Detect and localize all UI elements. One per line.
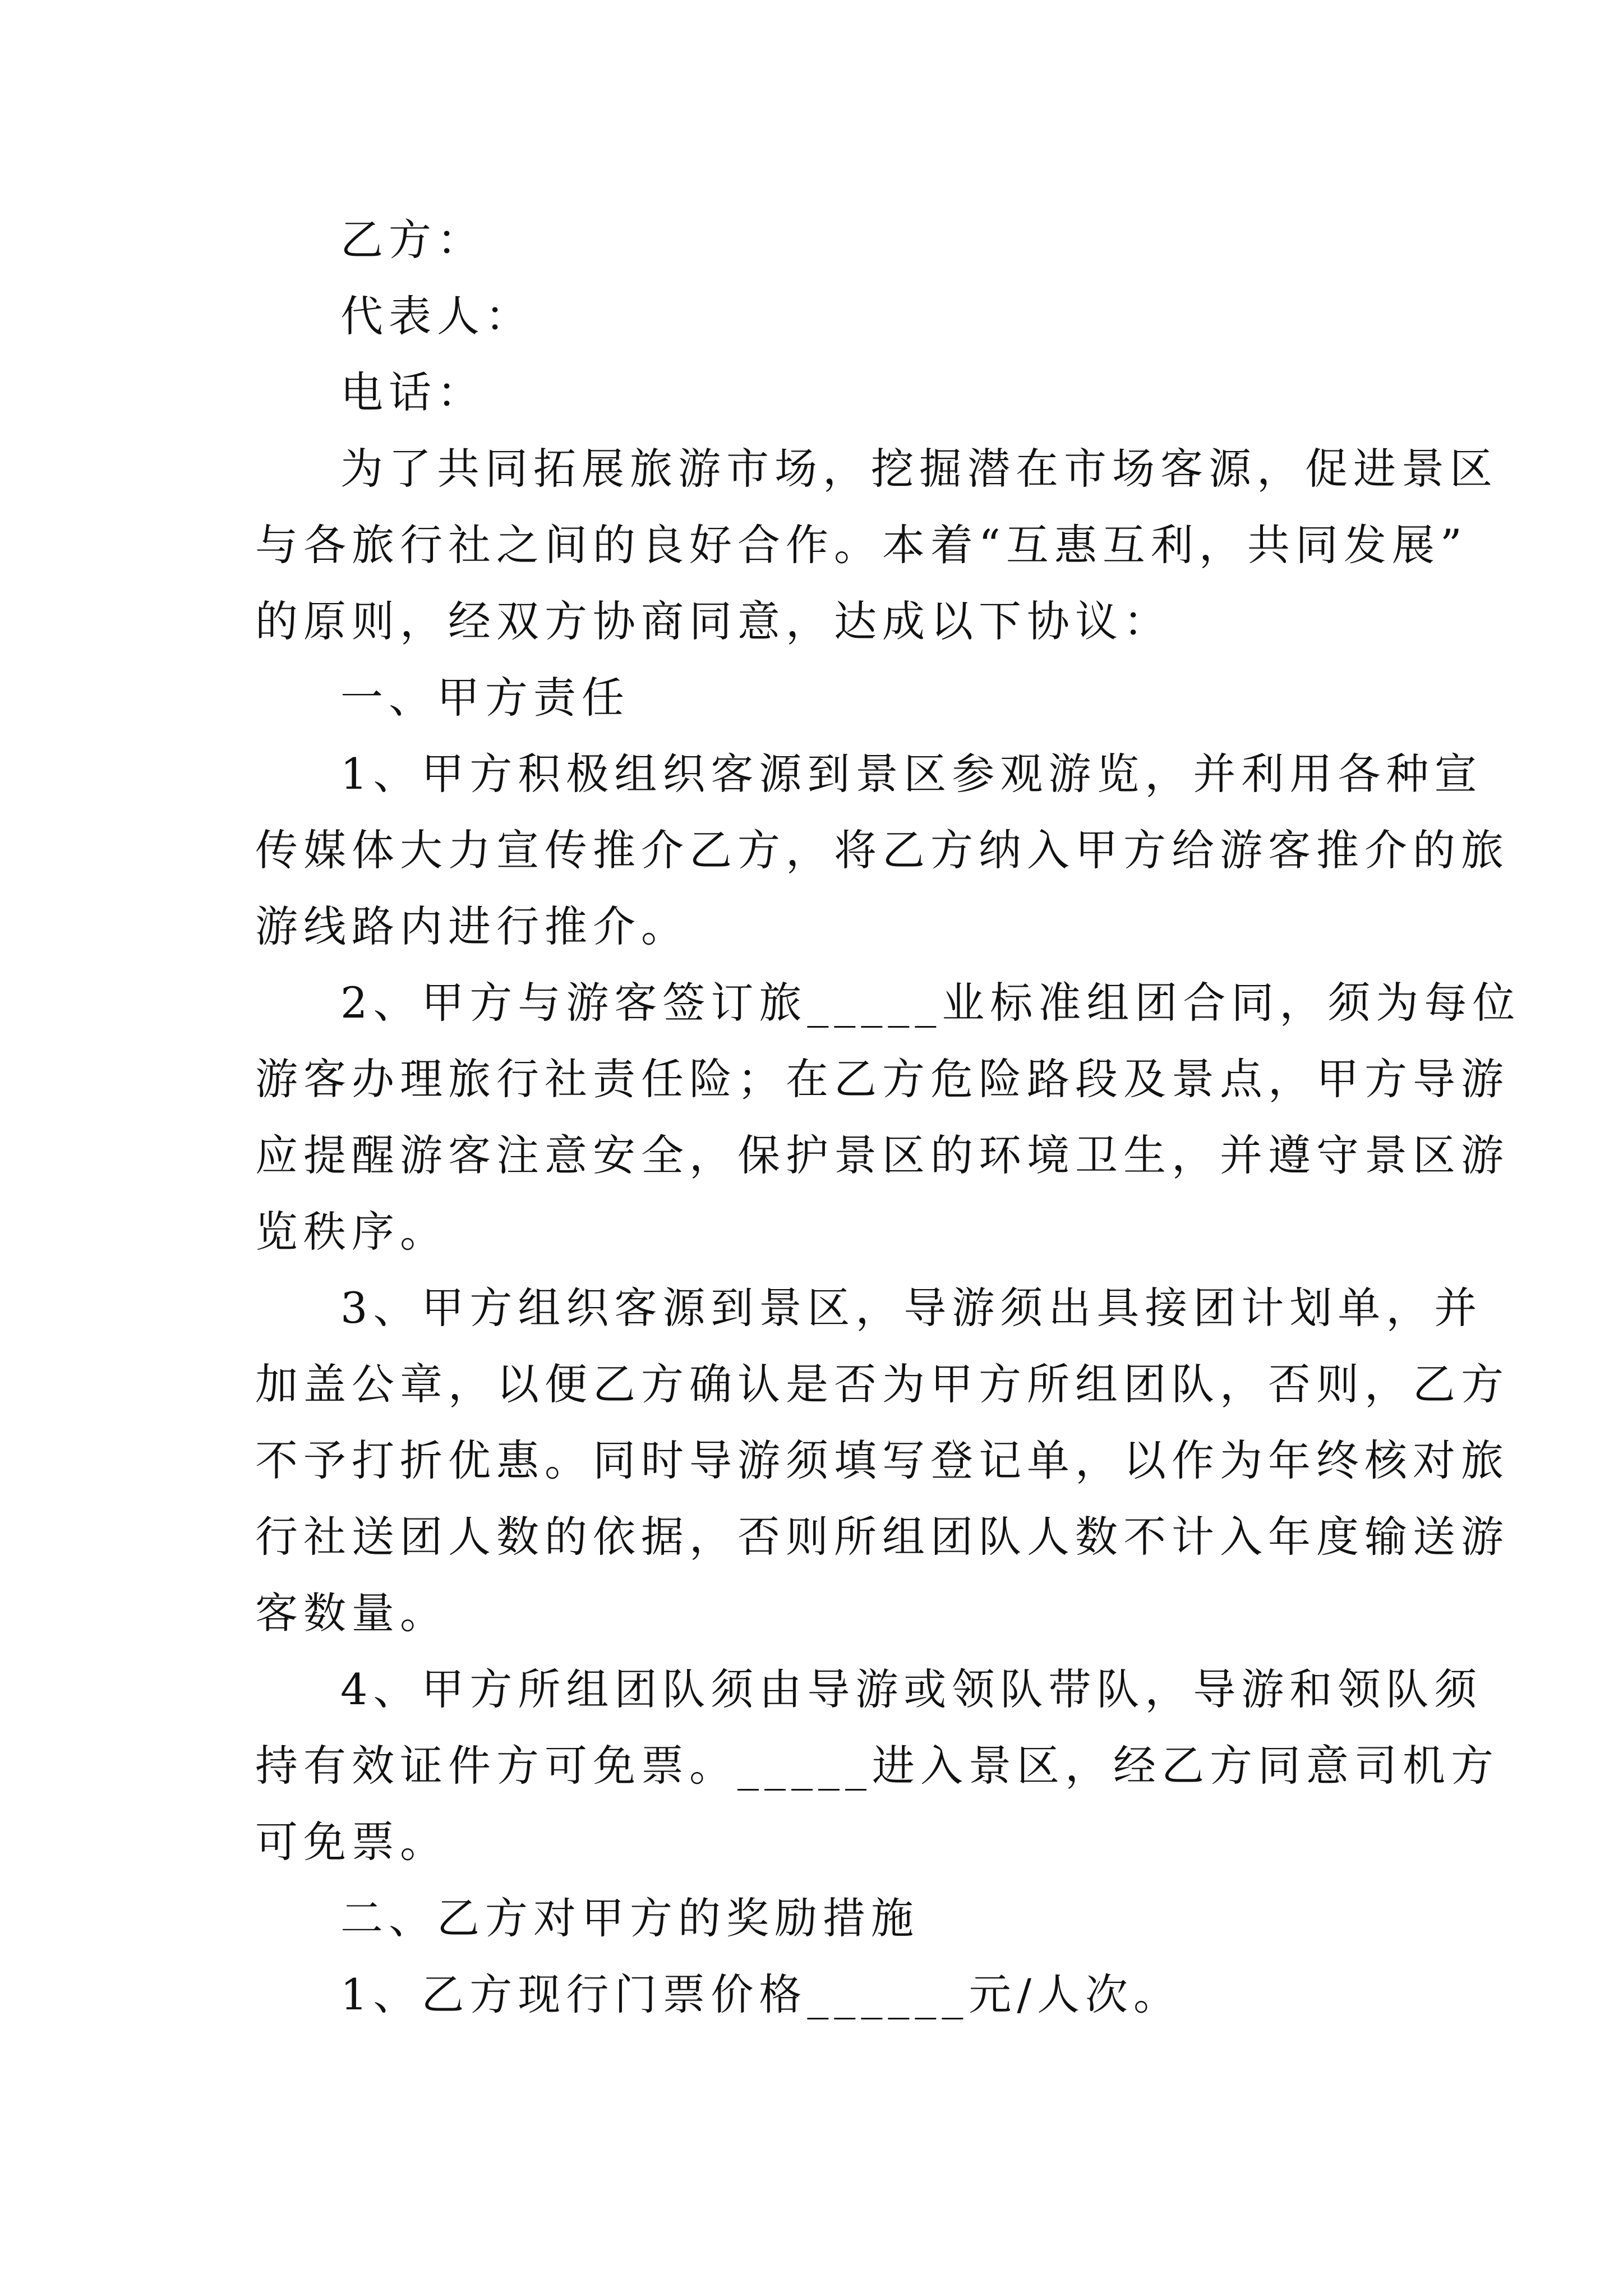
text-line: 1、甲方积极组织客源到景区参观游览，并利用各种宣 [340,749,1483,799]
text-line: 为了共同拓展旅游市场，挖掘潜在市场客源，促进景区 [340,444,1498,494]
text-line: 代表人： [340,291,533,341]
text-line: 客数量。 [255,1588,448,1638]
text-line: 览秩序。 [255,1207,448,1257]
text-line: 一、甲方责任 [340,673,630,723]
text-line: 乙方： [340,215,485,265]
document-body [255,202,1521,2033]
text-line: 行社送团人数的依据，否则所组团队人数不计入年度输送游 [255,1512,1509,1562]
text-line: 二、乙方对甲方的奖励措施 [340,1893,919,1943]
text-line: 不予打折优惠。同时导游须填写登记单，以作为年终核对旅 [255,1435,1509,1485]
text-line: 4、甲方所组团队须由导游或领队带队，导游和领队须 [340,1664,1483,1714]
text-line: 的原则，经双方协商同意，达成以下协议： [255,596,1172,646]
text-line: 1、乙方现行门票价格______元/人次。 [340,1970,1182,2019]
text-line: 电话： [340,367,485,417]
text-line: 2、甲方与游客签订旅_____业标准组团合同，须为每位 [340,978,1521,1028]
text-line: 应提醒游客注意安全，保护景区的环境卫生，并遵守景区游 [255,1130,1509,1180]
text-line: 加盖公章，以便乙方确认是否为甲方所组团队，否则，乙方 [255,1359,1509,1409]
text-line: 持有效证件方可免票。_____进入景区，经乙方同意司机方 [255,1741,1499,1791]
text-line: 游客办理旅行社责任险；在乙方危险路段及景点，甲方导游 [255,1054,1509,1104]
text-line: 与各旅行社之间的良好合作。本着“互惠互利，共同发展” [255,520,1468,570]
text-line: 可免票。 [255,1817,448,1867]
text-line: 3、甲方组织客源到景区，导游须出具接团计划单，并 [340,1283,1483,1333]
text-line: 游线路内进行推介。 [255,901,689,951]
text-line: 传媒体大力宣传推介乙方，将乙方纳入甲方给游客推介的旅 [255,825,1509,875]
